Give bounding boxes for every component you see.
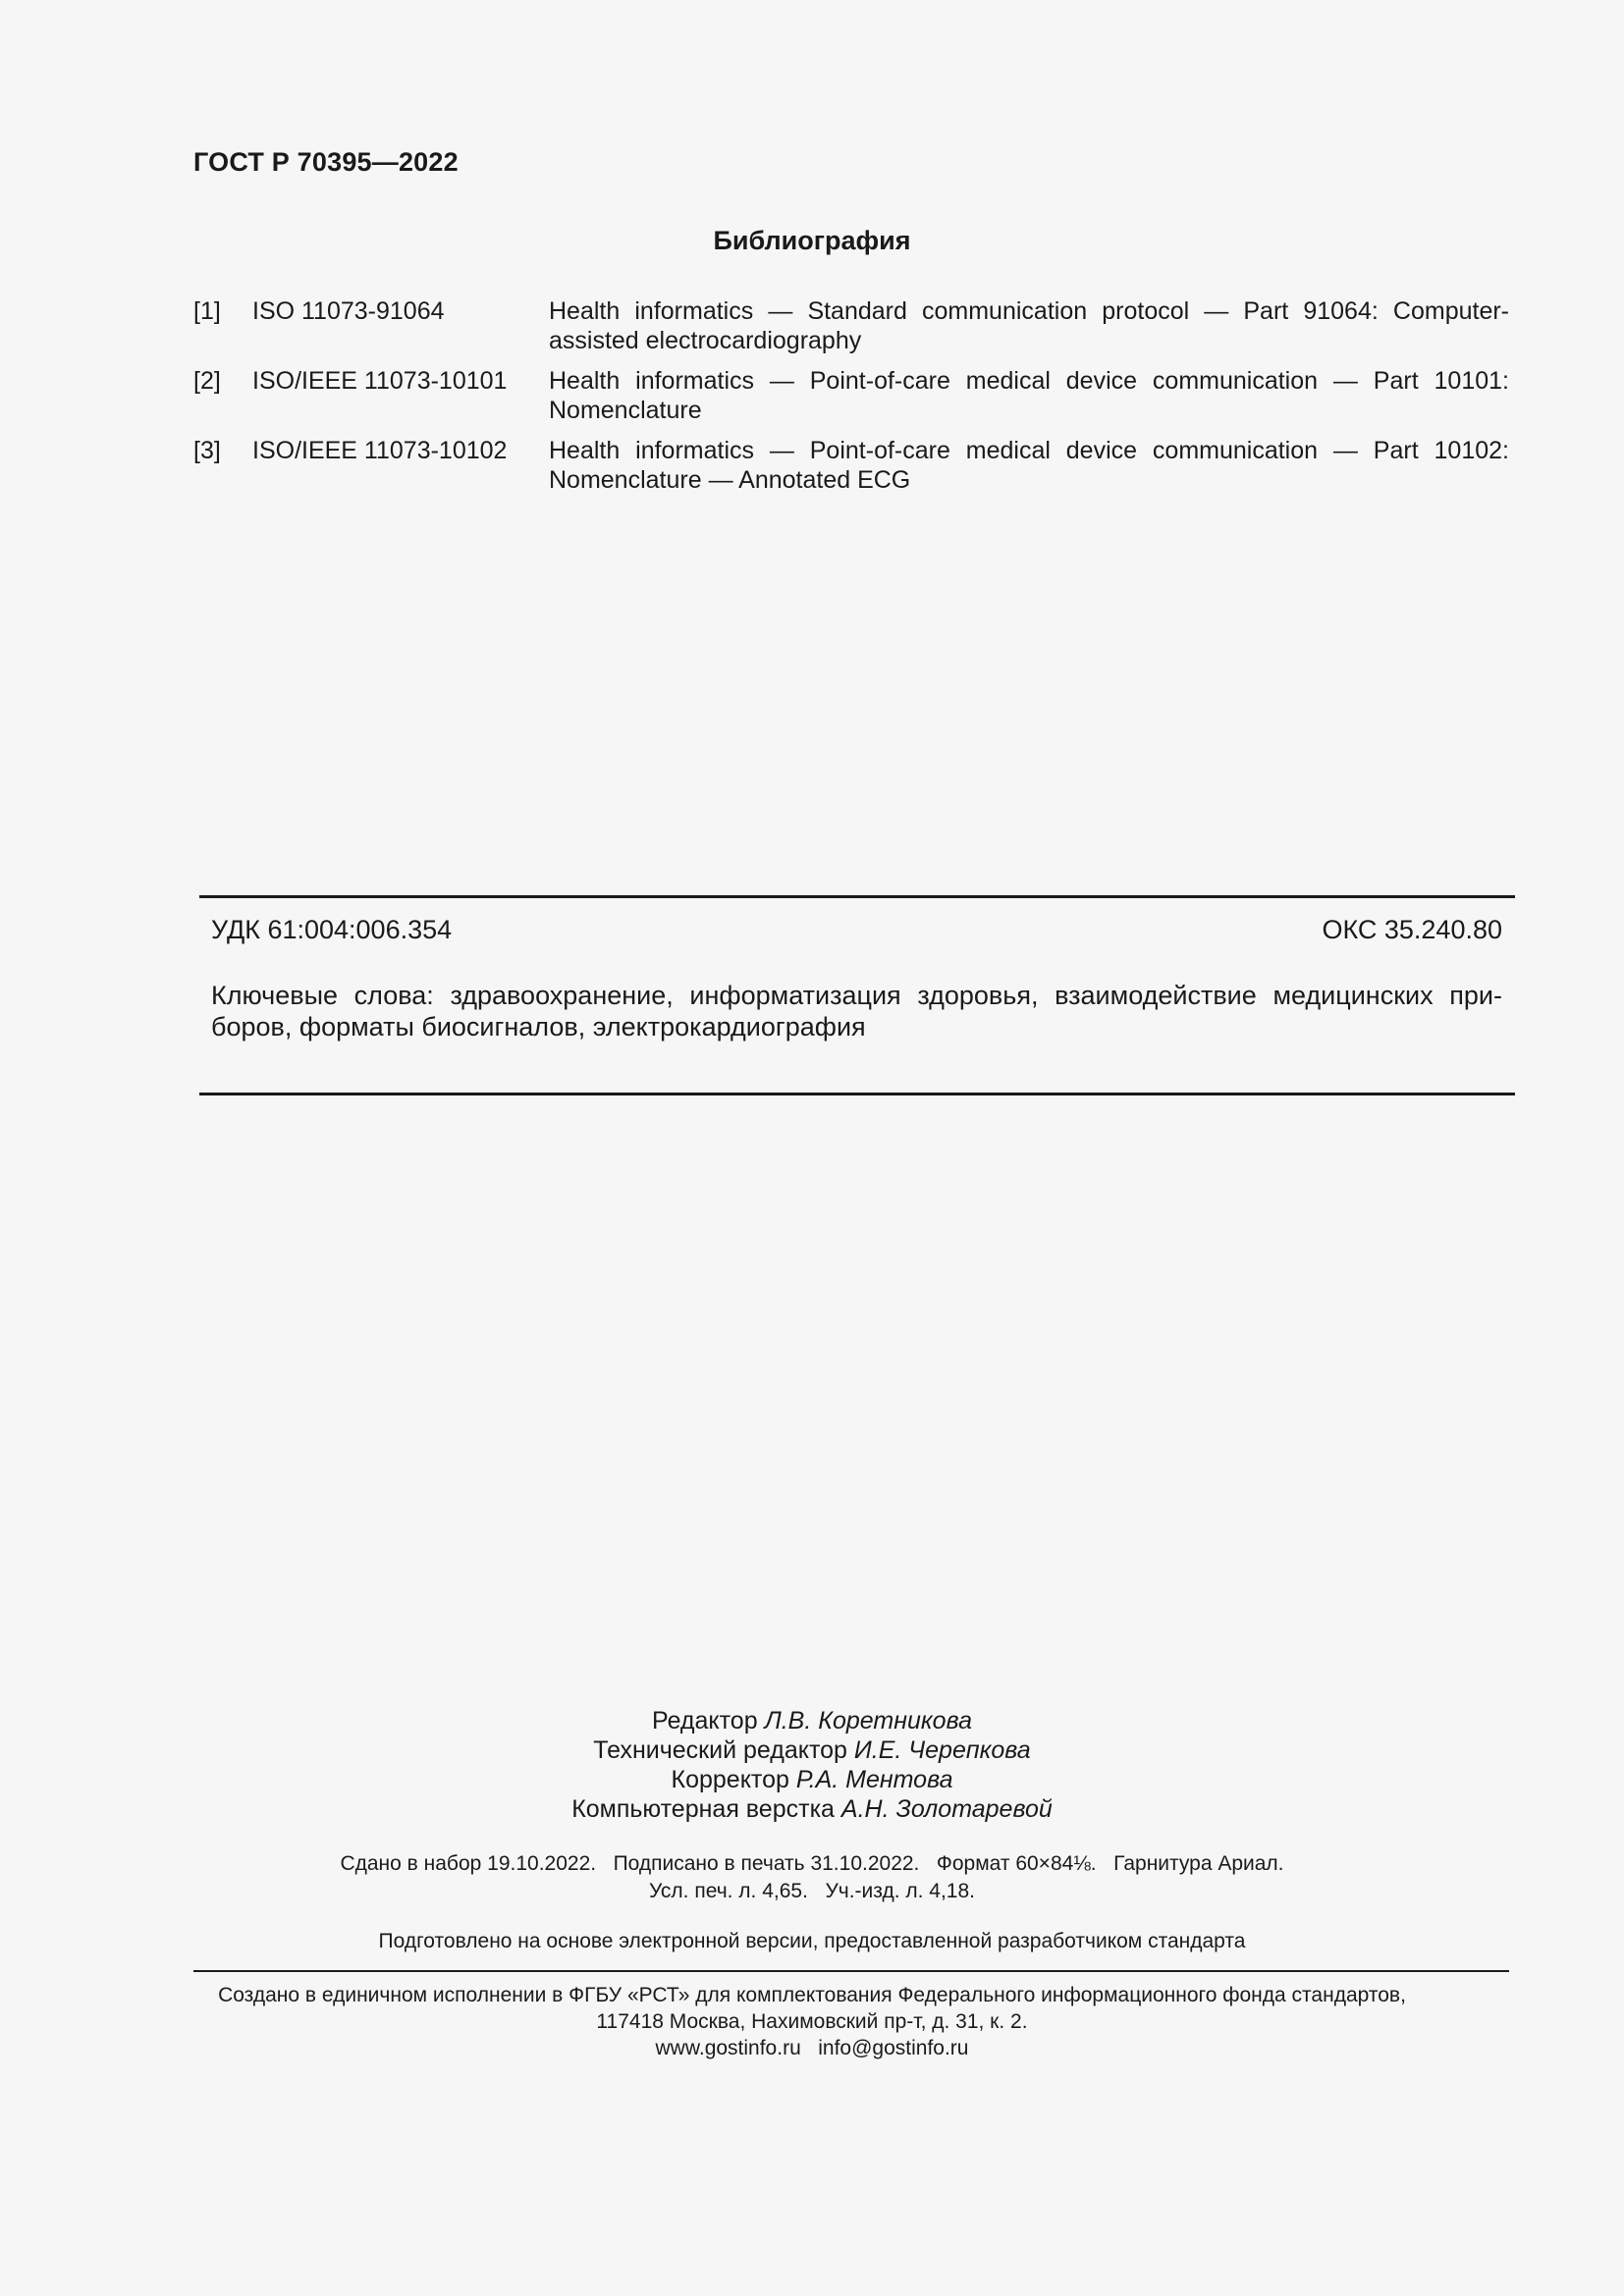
bibliography-item-title: Health informatics — Point-of-care medical device communication — Part 10101: Nomenclature — [549, 367, 1509, 424]
prepared-note: Подготовлено на основе электронной версии, предоставленной разработчиком стандарта — [378, 1930, 1246, 1952]
bibliography-list — [193, 296, 1509, 506]
bibliography-item — [193, 296, 1509, 355]
footer-rule — [193, 1970, 1509, 1972]
print-info-line: Усл. печ. л. 4,65. Уч.-изд. л. 4,18. — [648, 1880, 975, 1902]
credit-role: Технический редактор — [593, 1736, 847, 1764]
bibliography-item-standard: ISO/IEEE 11073-10101 — [252, 367, 508, 395]
credit-role: Компьютерная верстка — [571, 1795, 835, 1823]
udk-code: УДК 61:004:006.354 — [211, 915, 453, 944]
oks-code: ОКС 35.240.80 — [1322, 915, 1502, 944]
credit-layout — [0, 1794, 1624, 1824]
credit-tech-editor — [0, 1735, 1624, 1765]
credit-editor — [0, 1706, 1624, 1735]
bibliography-item-standard: ISO/IEEE 11073-10102 — [252, 437, 508, 464]
credit-person: А.Н. Золотаревой — [840, 1795, 1053, 1823]
keywords: Ключевые слова: здравоохранение, информатизация здоровья, взаимодействие медицинских приборов, форматы биосигналов, электрокардиография — [211, 981, 1502, 1041]
credit-person: И.Е. Черепкова — [853, 1736, 1031, 1764]
classification-top-rule — [199, 895, 1515, 898]
credit-person: Р.А. Ментова — [795, 1766, 953, 1793]
bibliography-heading: Библиография — [713, 226, 911, 255]
publisher-footer — [0, 1982, 1624, 2061]
bibliography-item-number: [3] — [193, 437, 221, 464]
bibliography-item-number: [2] — [193, 367, 221, 395]
credits-block — [0, 1706, 1624, 1824]
print-info — [0, 1850, 1624, 1905]
footer-line: 117418 Москва, Нахимовский пр-т, д. 31, к. 2. — [596, 2010, 1028, 2033]
bibliography-item — [193, 366, 1509, 425]
credit-role: Корректор — [671, 1766, 789, 1793]
bibliography-item — [193, 436, 1509, 495]
credit-person: Л.В. Коретникова — [764, 1707, 972, 1735]
credit-role: Редактор — [652, 1707, 758, 1735]
bibliography-item-title: Health informatics — Point-of-care medical device communication — Part 10102: Nomenclature — Annotated ECG — [549, 437, 1509, 494]
credit-corrector — [0, 1765, 1624, 1794]
document-code: ГОСТ Р 70395—2022 — [193, 147, 459, 177]
footer-line: Создано в единичном исполнении в ФГБУ «РСТ» для комплектования Федерального информационного фонда стандартов, — [218, 1984, 1406, 2006]
footer-contacts: www.gostinfo.ru info@gostinfo.ru — [655, 2037, 969, 2059]
bibliography-item-title: Health informatics — Standard communication protocol — Part 91064: Computer-assisted electrocardiography — [549, 297, 1509, 354]
bibliography-item-number: [1] — [193, 297, 221, 325]
classification-bottom-rule — [199, 1093, 1515, 1095]
bibliography-item-standard: ISO 11073-91064 — [252, 297, 445, 325]
print-info-line: Сдано в набор 19.10.2022. Подписано в печать 31.10.2022. Формат 60×84⅛. Гарнитура Ариал. — [340, 1852, 1284, 1875]
